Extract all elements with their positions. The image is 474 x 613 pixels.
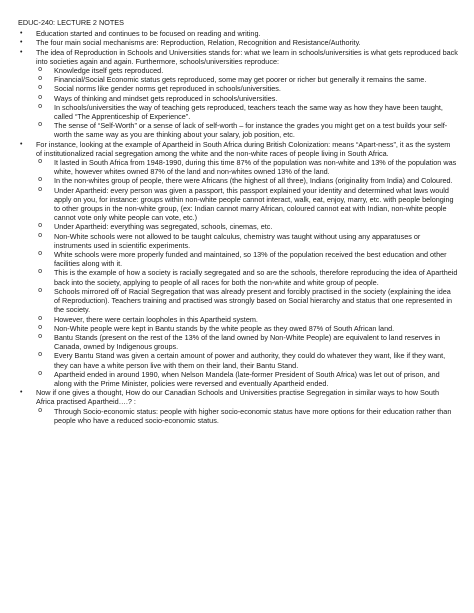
- bullet-text: The idea of Reproduction in Schools and Universities stands for: what we learn in schools/universities is what gets reproduced back into societies again and again. Furthermore, schools/universities reproduce:: [36, 47, 458, 66]
- bullet-item: [18, 38, 458, 47]
- sub-bullet-icon: o: [38, 121, 43, 130]
- sub-bullet-item: [36, 103, 458, 121]
- document-page: [18, 18, 458, 425]
- bullet-icon: •: [20, 48, 23, 56]
- sub-bullet-text: Ways of thinking and mindset gets reproduced in schools/universities.: [54, 93, 278, 103]
- sub-bullet-item: [36, 407, 458, 425]
- sub-bullet-item: [36, 121, 458, 139]
- bullet-text: Education started and continues to be focused on reading and writing.: [36, 29, 261, 39]
- sub-bullet-icon: o: [38, 286, 43, 295]
- sub-bullet-text: Every Bantu Stand was given a certain amount of power and authority, they could do whatever they want, like if they want, they can have a white person live with them on their land, their Bantu Stand.: [54, 351, 446, 370]
- sub-bullet-icon: o: [38, 222, 43, 231]
- sub-bullet-icon: o: [38, 369, 43, 378]
- bullet-item: [18, 48, 458, 140]
- sub-bullet-text: The sense of “Self-Worth” or a sense of lack of self-worth – for instance the grades you might get on a test builds your self-worth the same way as you are thinking about your salary, job position, etc.: [54, 121, 448, 140]
- sub-bullet-text: Under Apartheid: every person was given a passport, this passport explained your identity and determined what laws would apply on you, for instance: groups within non-white people cannot interact, walk, eat, enjoy, marry, etc. with people belonging to other groups in the non-white group, (ex: Indian cannot marry African, coloured cannot eat with Indian, non-white people cannot vote only white people can vote, etc.): [54, 185, 454, 223]
- sub-bullet-item: [36, 324, 458, 333]
- bullet-item: [18, 140, 458, 388]
- sub-bullet-icon: o: [38, 93, 43, 102]
- sub-bullet-item: [36, 370, 458, 388]
- sub-bullet-icon: o: [38, 158, 43, 167]
- sub-bullet-item: [36, 222, 458, 231]
- sub-list: [36, 66, 458, 140]
- bullet-icon: •: [20, 389, 23, 397]
- bullet-item: [18, 29, 458, 38]
- sub-bullet-icon: o: [38, 332, 43, 341]
- sub-bullet-item: [36, 186, 458, 223]
- sub-bullet-text: In the non-whites group of people, there were Africans (the highest of all three), Indians (originality from India) and Coloured.: [54, 176, 453, 186]
- sub-bullet-text: White schools were more properly funded and maintained, so 13% of the population received the best education and other facilities along with it.: [54, 250, 447, 269]
- sub-bullet-item: [36, 268, 458, 286]
- sub-bullet-item: [36, 158, 458, 176]
- sub-bullet-icon: o: [38, 351, 43, 360]
- bullet-text: The four main social mechanisms are: Reproduction, Relation, Recognition and Resistance/Authority.: [36, 38, 361, 48]
- bullet-text: Now if one gives a thought, How do our Canadian Schools and Universities practise Segregation in similar ways to how South Africa practised Apartheid….? :: [36, 388, 439, 407]
- sub-bullet-item: [36, 333, 458, 351]
- sub-bullet-item: [36, 315, 458, 324]
- sub-bullet-item: [36, 66, 458, 75]
- sub-bullet-icon: o: [38, 176, 43, 185]
- sub-bullet-icon: o: [38, 231, 43, 240]
- sub-bullet-text: However, there were certain loopholes in this Apartheid system.: [54, 314, 258, 324]
- sub-bullet-icon: o: [38, 314, 43, 323]
- sub-bullet-icon: o: [38, 102, 43, 111]
- sub-bullet-text: In schools/universities the way of teaching gets reproduced, teachers teach the same way as how they have been taught, called “The Apprenticeship of Experience”.: [54, 102, 443, 122]
- sub-bullet-icon: o: [38, 406, 43, 415]
- sub-bullet-text: Non-White schools were not allowed to be taught calculus, chemistry was taught without using any apparatuses or instruments used in scientific experiments.: [54, 231, 421, 250]
- sub-bullet-text: Non-White people were kept in Bantu stands by the white people as they owed 87% of South African land.: [54, 323, 395, 333]
- sub-bullet-text: Bantu Stands (present on the rest of the 13% of the land owned by Non-White People) are equivalent to land reserves in Canada, owned by Indigenous groups.: [54, 332, 441, 352]
- sub-list: [36, 158, 458, 388]
- sub-bullet-icon: o: [38, 185, 43, 194]
- sub-bullet-icon: o: [38, 84, 43, 93]
- sub-bullet-text: Social norms like gender norms get reproduced in schools/universities.: [54, 84, 281, 94]
- sub-list: [36, 407, 458, 425]
- bullet-text: For instance, looking at the example of Apartheid in South Africa during British Colonization: means “Apart-ness”, it as the system of institutionalized racial segregation among the white and the non-white races of people living in South Africa.: [36, 139, 451, 158]
- document-title: EDUC-240: LECTURE 2 NOTES: [18, 18, 124, 27]
- sub-bullet-icon: o: [38, 323, 43, 332]
- sub-bullet-item: [36, 75, 458, 84]
- sub-bullet-text: It lasted in South Africa from 1948-1990, during this time 87% of the population was non-white and 13% of the population was white, however whites owned 87% of the land and non-whites owned 13% of the land.: [54, 158, 457, 177]
- bullet-icon: •: [20, 39, 23, 47]
- sub-bullet-text: Through Socio-economic status: people with higher socio-economic status have more options for their education rather than people who have a reduced socio-economic status.: [54, 406, 452, 425]
- bullet-icon: •: [20, 30, 23, 38]
- sub-bullet-text: Schools mirrored off of Racial Segregation that was already present and forcibly practised in the society (explaining the idea of Reproduction). Teachers training and practised was strongly based on Social hierarchy and status that one represented in the society.: [54, 286, 453, 315]
- sub-bullet-item: [36, 287, 458, 315]
- sub-bullet-item: [36, 232, 458, 250]
- sub-bullet-item: [36, 94, 458, 103]
- sub-bullet-icon: o: [38, 66, 43, 75]
- sub-bullet-icon: o: [38, 250, 43, 259]
- sub-bullet-text: This is the example of how a society is racially segregated and so are the schools, therefore reproducing the idea of Apartheid back into the society, applying to people of all races for both the non-white and white group of people.: [54, 268, 458, 287]
- sub-bullet-text: Knowledge itself gets reproduced.: [54, 66, 164, 76]
- bullet-icon: •: [20, 140, 23, 148]
- sub-bullet-text: Under Apartheid: everything was segregated, schools, cinemas, etc.: [54, 222, 273, 232]
- sub-bullet-icon: o: [38, 75, 43, 84]
- sub-bullet-item: [36, 250, 458, 268]
- sub-bullet-item: [36, 84, 458, 93]
- bullet-item: [18, 388, 458, 425]
- sub-bullet-icon: o: [38, 268, 43, 277]
- sub-bullet-item: [36, 176, 458, 185]
- sub-bullet-item: [36, 351, 458, 369]
- sub-bullet-text: Financial/Social Economic status gets reproduced, some may get poorer or richer but generally it remains the same.: [54, 75, 427, 85]
- sub-bullet-text: Apartheid ended in around 1990, when Nelson Mandela (late-former President of South Africa) was let out of prison, and along with the Prime Minister, policies were reversed and eventually Apartheid ended.: [54, 369, 440, 388]
- notes-list: [18, 29, 458, 425]
